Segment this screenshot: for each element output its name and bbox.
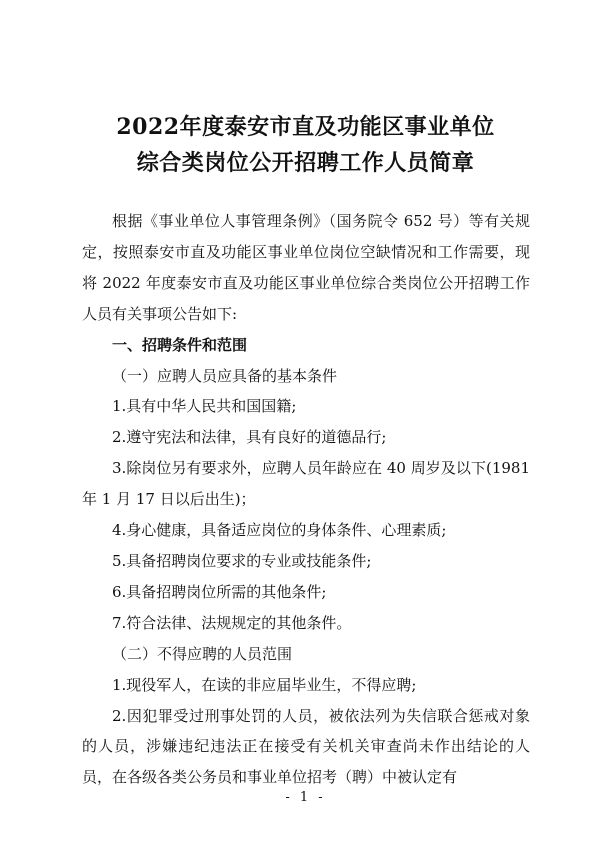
condition-item: 4.身心健康，具备适应岗位的身体条件、心理素质; [112, 521, 447, 540]
condition-item: 1.具有中华人民共和国国籍; [112, 397, 297, 416]
condition-item: 3.除岗位另有要求外，应聘人员年龄应在 40 周岁及以下(1981 年 1 月 17 日以后出生)； [82, 459, 530, 509]
subsection-heading: （二）不得应聘的人员范围 [112, 644, 293, 663]
document-title-line-2: 综合类岗位公开招聘工作人员简章 [136, 150, 475, 176]
condition-item: 5.具备招聘岗位要求的专业或技能条件; [112, 551, 372, 570]
exclusion-item: 2.因犯罪受过刑事处罚的人员，被依法列为失信联合惩戒对象的人员，涉嫌违纪违法正在接受有关机关审查尚未作出结论的人员，在各级各类公务员和事业单位招考（聘）中被认定有 [82, 706, 530, 787]
condition-item: 6.具备招聘岗位所需的其他条件; [112, 582, 327, 601]
condition-item: 7.符合法律、法规规定的其他条件。 [112, 613, 352, 632]
subsection-heading: （一）应聘人员应具备的基本条件 [112, 366, 338, 385]
section-heading: 一、招聘条件和范围 [112, 335, 248, 354]
exclusion-item: 1.现役军人，在读的非应届毕业生，不得应聘; [112, 675, 417, 694]
document-title-line-1: 2022年度泰安市直及功能区事业单位 [116, 114, 495, 140]
page-number: - 1 - [285, 790, 326, 805]
intro-paragraph: 根据《事业单位人事管理条例》（国务院令 652 号）等有关规定，按照泰安市直及功能区事业单位岗位空缺情况和工作需要，现将 2022 年度泰安市直及功能区事业单位综合类岗位公开招聘工作人员有关事项公告如下: [82, 212, 530, 323]
condition-item: 2.遵守宪法和法律，具有良好的道德品行; [112, 428, 387, 447]
document-body [82, 206, 530, 793]
